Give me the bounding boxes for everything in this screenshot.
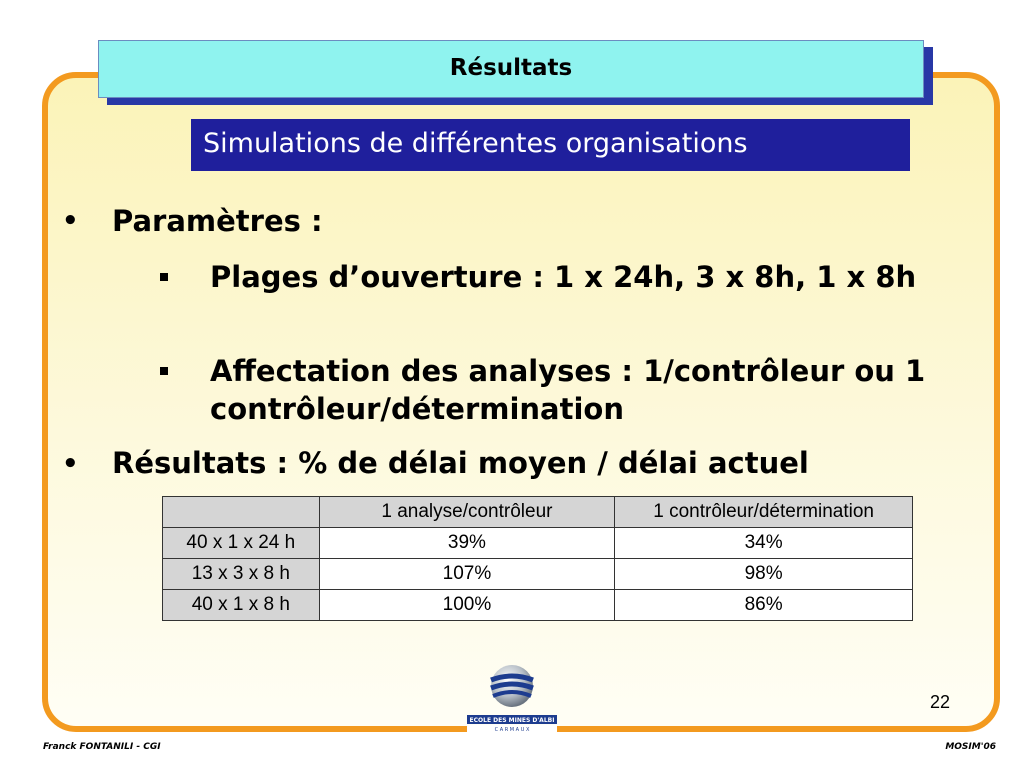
bullet-parametres: Paramètres : [112, 204, 323, 238]
table-cell: 86% [615, 590, 913, 621]
table-header-cell: 1 contrôleur/détermination [615, 497, 913, 528]
sub-bullet-affectation: Affectation des analyses : 1/contrôleur ou 1 contrôleur/détermination [210, 354, 926, 426]
table-cell: 98% [615, 559, 913, 590]
footer-conference: MOSIM'06 [945, 742, 996, 752]
table-row [163, 590, 913, 621]
table-header-row [163, 497, 913, 528]
table-row-header: 40 x 1 x 8 h [163, 590, 320, 621]
logo-text: ECOLE DES MINES D'ALBI [469, 717, 555, 724]
slide-title: Résultats [98, 40, 924, 98]
table-cell: 100% [319, 590, 615, 621]
table-row-header: 40 x 1 x 24 h [163, 528, 320, 559]
bullet-resultats: Résultats : % de délai moyen / délai actuel [112, 446, 809, 480]
sub-bullet-marker-1 [160, 273, 168, 281]
logo-subtext: C A R M A U X [494, 727, 530, 733]
table-header-cell [163, 497, 320, 528]
sub-bullet-marker-2 [160, 367, 168, 375]
table-cell: 107% [319, 559, 615, 590]
page-number: 22 [930, 692, 951, 712]
sub-bullet-plages: Plages d’ouverture : 1 x 24h, 3 x 8h, 1 x 8h [210, 260, 917, 294]
table-row [163, 528, 913, 559]
table-cell: 39% [319, 528, 615, 559]
slide-subtitle: Simulations de différentes organisations [191, 119, 910, 171]
footer-author: Franck FONTANILI - CGI [43, 742, 161, 752]
school-logo [465, 660, 559, 736]
bullet-marker-2: • [62, 449, 79, 479]
bullet-marker-1: • [62, 206, 79, 236]
table-row [163, 559, 913, 590]
table-header-cell: 1 analyse/contrôleur [319, 497, 615, 528]
table-cell: 34% [615, 528, 913, 559]
table-row-header: 13 x 3 x 8 h [163, 559, 320, 590]
results-table [162, 496, 913, 621]
